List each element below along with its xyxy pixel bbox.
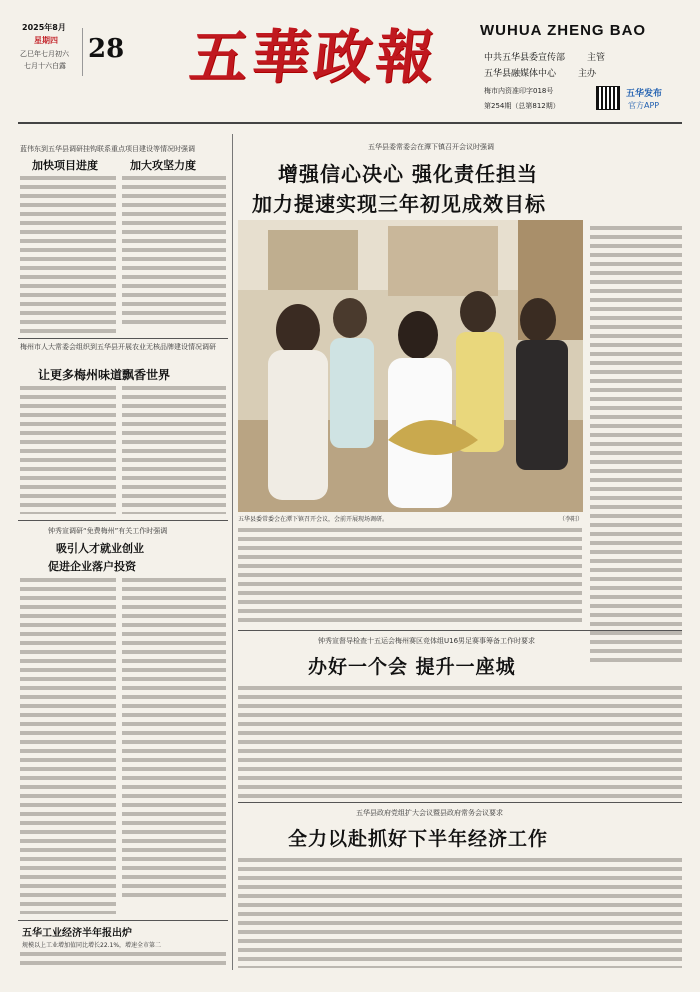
lead-body-right (590, 226, 682, 666)
issue-number: 第254期（总第812期） (484, 102, 560, 110)
right-column (238, 130, 682, 970)
photo-caption (238, 514, 583, 523)
article1-headline-right[interactable]: 加大攻坚力度 (130, 159, 196, 172)
article4-headline[interactable]: 五华工业经济半年报出炉 (22, 928, 132, 939)
section-rule (18, 338, 228, 339)
host2-role: 主办 (578, 69, 597, 79)
photo-caption-text: 五华县委常委会在潭下镇召开会议，会前开展现场调研。 (238, 516, 389, 523)
date-lunar: 乙巳年七月初六 (20, 50, 69, 58)
photo-credit: （李阳） (558, 516, 583, 523)
date-day: 28 (88, 34, 125, 64)
article-r3-body (238, 858, 682, 968)
date-weekday: 星期四 (34, 36, 58, 45)
section-rule (18, 520, 228, 521)
article2-kicker: 梅州市人大常委会组织到五华县开展农业无核品牌建设情况调研 (20, 343, 216, 351)
host-line-1 (484, 50, 605, 63)
date-box (18, 14, 130, 108)
left-column (18, 130, 228, 970)
article4-body (20, 952, 226, 970)
section-rule (18, 920, 228, 921)
host1-role: 主管 (587, 53, 606, 63)
article-r2-headline[interactable]: 办好一个会 提升一座城 (308, 656, 516, 678)
host2-name: 五华县融媒体中心 (484, 69, 557, 79)
masthead-info (478, 10, 682, 130)
masthead (18, 10, 682, 130)
pinyin-title: WUHUA ZHENG BAO (480, 22, 647, 39)
qr-code-icon[interactable] (596, 86, 620, 110)
logo-text: 五華政報 (186, 23, 442, 91)
article3-headline-2[interactable]: 促进企业落户投资 (48, 560, 136, 573)
lead-headline-2[interactable]: 加力提速实现三年初见成效目标 (252, 192, 546, 216)
date-solar-term: 七月十六白露 (24, 62, 66, 70)
article1-body-left (20, 176, 116, 336)
date-divider (82, 28, 83, 76)
lead-body-bottom (238, 528, 582, 624)
section-rule (238, 630, 682, 631)
newspaper-logo (186, 18, 490, 96)
host1-name: 中共五华县委宣传部 (484, 53, 566, 63)
article3-body-left (20, 578, 116, 914)
print-number: 梅市内资准印字018号 (484, 87, 554, 95)
article3-headline-1[interactable]: 吸引人才就业创业 (56, 542, 144, 555)
app-name[interactable]: 五华发布 (626, 89, 663, 99)
article-r2-kicker: 钟秀宣督导检查十五运会梅州赛区竞体组U16男足赛事筹备工作时要求 (318, 637, 536, 645)
article2-body-right (122, 386, 226, 514)
article1-kicker: 蓝伟东到五华县调研挂钩联系重点项目建设等情况时强调 (20, 145, 195, 153)
lead-kicker: 五华县委常委会在潭下镇召开会议时强调 (368, 143, 494, 151)
host-line-2 (484, 66, 596, 79)
masthead-rule (18, 122, 682, 124)
lead-headline-1[interactable]: 增强信心决心 强化责任担当 (278, 162, 538, 186)
lead-photo-image (238, 220, 583, 512)
column-divider (232, 134, 233, 970)
article2-headline[interactable]: 让更多梅州味道飘香世界 (38, 368, 171, 382)
article-r2-body (238, 686, 682, 798)
app-subtitle: 官方APP (628, 101, 660, 110)
article2-body-left (20, 386, 116, 514)
date-year: 2025年8月 (22, 23, 66, 32)
article-r3-headline[interactable]: 全力以赴抓好下半年经济工作 (288, 828, 549, 850)
article3-body-right (122, 578, 226, 902)
article4-subhead: 规模以上工业增加值同比增长22.1%，增速全市第二 (22, 942, 162, 949)
lead-photo[interactable] (238, 220, 583, 512)
article1-headline-left[interactable]: 加快项目进度 (32, 159, 98, 172)
article3-kicker: 钟秀宣调研“免费梅州”有关工作时强调 (48, 527, 168, 535)
article-r3-kicker: 五华县政府党组扩大会议暨县政府常务会议要求 (356, 809, 503, 817)
article1-body-right (122, 176, 226, 328)
section-rule (238, 802, 682, 803)
